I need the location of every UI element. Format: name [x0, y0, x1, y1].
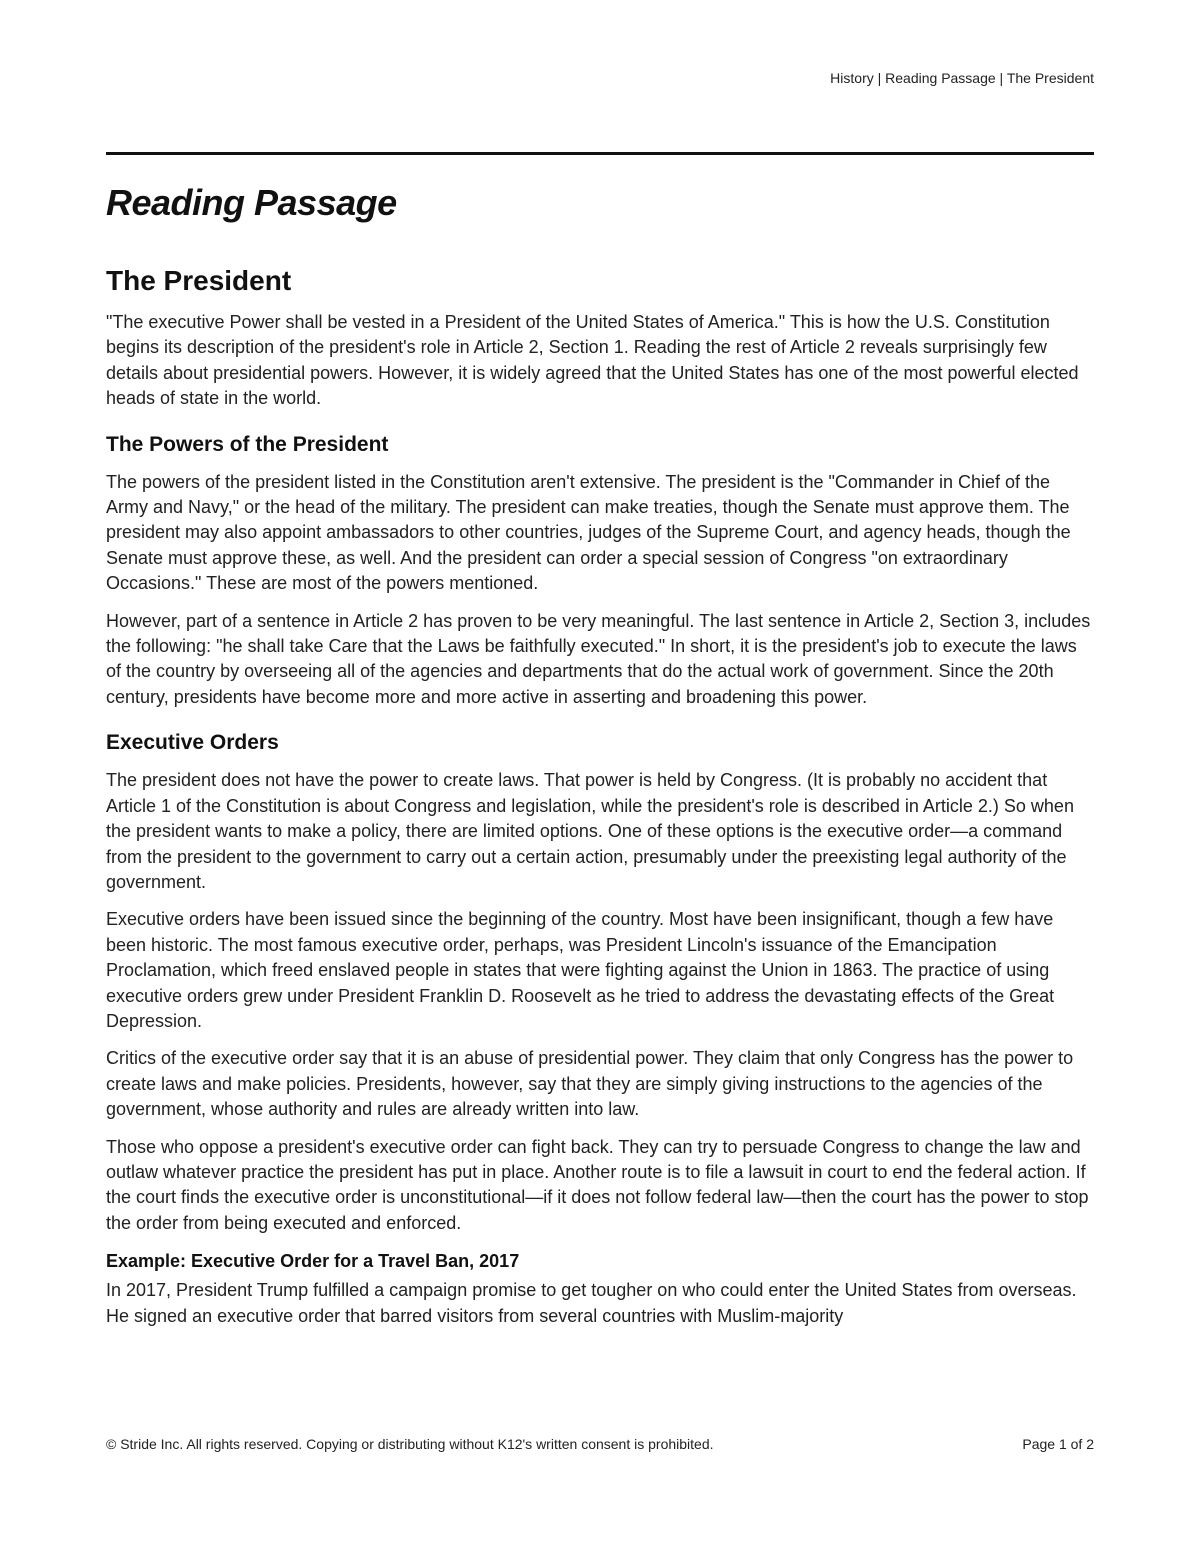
example-paragraph: In 2017, President Trump fulfilled a campaign promise to get tougher on who could enter the United States from overseas. He signed an executive order that barred visitors from several countries with Muslim-majority	[106, 1280, 1077, 1326]
powers-heading: The Powers of the President	[106, 432, 389, 456]
document-page	[106, 0, 1094, 1553]
executive-orders-paragraph-2: Executive orders have been issued since the beginning of the country. Most have been insignificant, though a few have been historic. The most famous executive order, perhaps, was President Lincoln's issuance of the Emancipation Proclamation, which freed enslaved people in states that were fighting against the Union in 1863. The practice of using executive orders grew under President Franklin D. Roosevelt as he tried to address the devastating effects of the Great Depression.	[106, 909, 1055, 1031]
document-body	[106, 262, 1094, 1341]
example-heading: Example: Executive Order for a Travel Ban, 2017	[106, 1251, 520, 1272]
powers-paragraph-2: However, part of a sentence in Article 2 has proven to be very meaningful. The last sentence in Article 2, Section 3, includes the following: "he shall take Care that the Laws be faithfully executed." In short, it is the president's job to execute the laws of the country by overseeing all of the agencies and departments that do the actual work of government. Since the 20th century, presidents have become more and more active in asserting and broadening this power.	[106, 610, 1091, 707]
copyright-notice: © Stride Inc. All rights reserved. Copying or distributing without K12's written consent is prohibited.	[106, 1436, 714, 1452]
executive-orders-paragraph-3: Critics of the executive order say that it is an abuse of presidential power. They claim that only Congress has the power to create laws and make policies. Presidents, however, say that they are simply giving instructions to the agencies of the government, whose authority and rules are already written into law.	[106, 1048, 1074, 1120]
executive-orders-paragraph-4: Those who oppose a president's executive order can fight back. They can try to persuade Congress to change the law and outlaw whatever practice the president has put in place. Another route is to file a lawsuit in court to end the federal action. If the court finds the executive order is unconstitutional—if it does not follow federal law—then the court has the power to stop the order from being executed and enforced.	[106, 1136, 1089, 1233]
powers-paragraph-1: The powers of the president listed in the Constitution aren't extensive. The president is the "Commander in Chief of the Army and Navy," or the head of the military. The president can make treaties, though the Senate must approve them. The president may also appoint ambassadors to other countries, judges of the Supreme Court, and agency heads, though the Senate must approve these, as well. And the president can order a special session of Congress "on extraordinary Occasions." These are most of the powers mentioned.	[106, 471, 1071, 594]
page-footer	[106, 1436, 1094, 1452]
page-number: Page 1 of 2	[1022, 1436, 1094, 1452]
section-title: The President	[106, 265, 292, 296]
executive-orders-heading: Executive Orders	[106, 731, 279, 755]
header-divider	[106, 152, 1094, 155]
executive-orders-paragraph-1: The president does not have the power to create laws. That power is held by Congress. (It is probably no accident that Article 1 of the Constitution is about Congress and legislation, while the president's role is described in Article 2.) So when the president wants to make a policy, there are limited options. One of these options is the executive order—a command from the president to the government to carry out a certain action, presumably under the preexisting legal authority of the government.	[106, 770, 1074, 892]
document-title: Reading Passage	[106, 182, 397, 223]
running-header: History | Reading Passage | The President	[830, 70, 1094, 86]
intro-paragraph: "The executive Power shall be vested in a President of the United States of America." This is how the U.S. Constitution begins its description of the president's role in Article 2, Section 1. Reading the rest of Article 2 reveals surprisingly few details about presidential powers. However, it is widely agreed that the United States has one of the most powerful elected heads of state in the world.	[106, 312, 1079, 409]
